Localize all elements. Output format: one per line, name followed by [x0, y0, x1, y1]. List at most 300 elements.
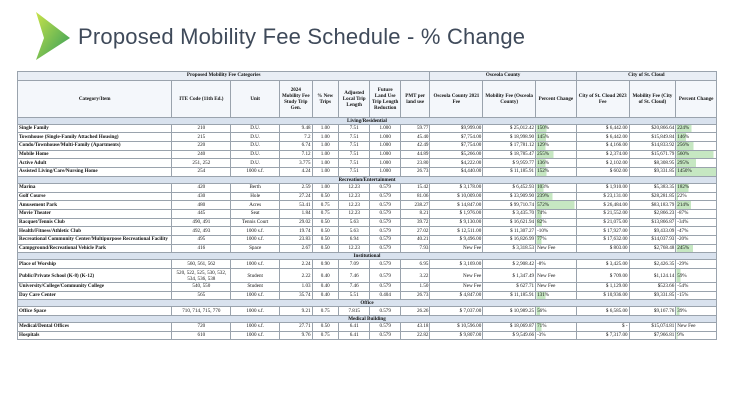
- table-cell: 59.77: [400, 124, 430, 133]
- table-cell: 5.51: [338, 291, 369, 300]
- table-cell: $ 1,347.49: [483, 269, 536, 283]
- table-cell: 82%: [536, 218, 577, 227]
- section-title: Office: [18, 300, 717, 307]
- table-cell: 35.74: [280, 291, 313, 300]
- table-cell: 0.50: [312, 192, 338, 201]
- table-cell: 238.27: [400, 201, 430, 210]
- table-cell: $ 6,452.93: [483, 183, 536, 192]
- table-cell: New Fee: [536, 244, 577, 253]
- table-cell: 3.775: [280, 159, 313, 168]
- table-cell: $ 16,621.94: [483, 218, 536, 227]
- table-cell: 7.09: [338, 260, 369, 269]
- table-cell: D.U.: [231, 159, 280, 168]
- table-row: [18, 331, 717, 340]
- table-cell: New Fee: [430, 269, 483, 283]
- table-cell: Berth: [231, 183, 280, 192]
- table-cell: 12.23: [338, 183, 369, 192]
- table-cell: 39.72: [400, 218, 430, 227]
- table-cell: $2,426.35: [629, 260, 676, 269]
- table-cell: New Fee: [536, 283, 577, 292]
- table-cell: New Fee: [536, 269, 577, 283]
- table-cell: 103%: [536, 183, 577, 192]
- table-cell: 19.74: [280, 227, 313, 236]
- table-cell: $ 2,102.00: [576, 159, 629, 168]
- column-header: Future Land Use Trip Length Reduction: [370, 80, 400, 117]
- table-cell: 610: [172, 331, 231, 340]
- table-cell: 0.579: [370, 183, 400, 192]
- table-cell: 43.18: [400, 323, 430, 332]
- column-header: Percent Change: [676, 80, 717, 117]
- fee-table-body: [18, 117, 717, 340]
- table-cell: $ 9,496.00: [430, 235, 483, 244]
- column-header: Mobility Fee (Osceola County): [483, 80, 536, 117]
- table-cell: $ 6,585.00: [576, 307, 629, 316]
- table-cell: 540, 550: [172, 283, 231, 292]
- table-cell: 0.579: [370, 235, 400, 244]
- table-cell: 0.90: [312, 260, 338, 269]
- table-cell: 12.23: [338, 209, 369, 218]
- table-cell: 254: [172, 168, 231, 177]
- table-cell: $7,754.00: [430, 133, 483, 142]
- category-cell: Assisted Living/Care/Nursing Home: [18, 168, 172, 177]
- table-cell: New Fee: [430, 244, 483, 253]
- category-cell: Mobile Home: [18, 150, 172, 159]
- category-cell: Place of Worship: [18, 260, 172, 269]
- table-cell: 9.48: [280, 124, 313, 133]
- table-cell: $ 17,927.00: [576, 227, 629, 236]
- table-cell: $ 21,552.00: [576, 209, 629, 218]
- table-cell: 445: [172, 209, 231, 218]
- table-cell: 0.404: [370, 291, 400, 300]
- table-cell: 416: [172, 244, 231, 253]
- table-cell: 39%: [676, 307, 717, 316]
- table-cell: $7,754.00: [430, 142, 483, 151]
- table-cell: 9.21: [280, 307, 313, 316]
- table-cell: $ 18,785.47: [483, 150, 536, 159]
- table-row: [18, 124, 717, 133]
- table-cell: Student: [231, 269, 280, 283]
- table-cell: $ 2,908.42: [483, 260, 536, 269]
- table-cell: 7.51: [338, 142, 369, 151]
- table-row: [18, 244, 717, 253]
- table-cell: $4,440.00: [430, 168, 483, 177]
- category-cell: Single Family: [18, 124, 172, 133]
- table-cell: 572%: [536, 201, 577, 210]
- table-row: [18, 307, 717, 316]
- table-cell: D.U.: [231, 124, 280, 133]
- category-cell: University/College/Community College: [18, 283, 172, 292]
- category-cell: Condo/Townhouse/Multi-Family (Apartments): [18, 142, 172, 151]
- column-header: City of St. Cloud 2023 Fee: [576, 80, 629, 117]
- column-header: 2024 Mobility Fee Study Trip Gen.: [280, 80, 313, 117]
- table-row: [18, 159, 717, 168]
- category-cell: Racquet/Tennis Club: [18, 218, 172, 227]
- table-cell: 71%: [536, 323, 577, 332]
- table-cell: 8.21: [400, 209, 430, 218]
- table-cell: 6.74: [280, 142, 313, 151]
- table-cell: 182%: [676, 183, 717, 192]
- table-cell: $1,124.14: [629, 269, 676, 283]
- category-cell: Health/Fitness/Athletic Club: [18, 227, 172, 236]
- table-cell: 0.579: [370, 323, 400, 332]
- table-cell: 480: [172, 201, 231, 210]
- table-cell: $ 10,009.00: [430, 192, 483, 201]
- table-cell: $9,999.00: [430, 124, 483, 133]
- table-cell: $ 10,936.00: [576, 291, 629, 300]
- table-cell: $15,074.81: [629, 323, 676, 332]
- section-header-row: [18, 316, 717, 323]
- table-row: [18, 209, 717, 218]
- table-cell: 0.75: [312, 307, 338, 316]
- table-cell: $ 11,185.91: [483, 291, 536, 300]
- table-cell: 150%: [536, 124, 577, 133]
- section-title: Institutional: [18, 253, 717, 260]
- table-cell: $9,331.85: [629, 168, 676, 177]
- section-header-row: [18, 300, 717, 307]
- table-cell: 7.51: [338, 124, 369, 133]
- category-cell: Amusement Park: [18, 201, 172, 210]
- table-cell: 7.2: [280, 133, 313, 142]
- table-row: [18, 269, 717, 283]
- column-header: Percent Change: [536, 80, 577, 117]
- table-cell: 56%: [536, 307, 577, 316]
- category-cell: Golf Course: [18, 192, 172, 201]
- table-cell: 59%: [676, 269, 717, 283]
- table-cell: $ 9,807.00: [430, 331, 483, 340]
- table-cell: 26.73: [400, 291, 430, 300]
- table-cell: 145%: [536, 133, 577, 142]
- table-cell: -20%: [676, 235, 717, 244]
- table-cell: 1.000: [370, 124, 400, 133]
- table-cell: $9,433.09: [629, 227, 676, 236]
- table-cell: 1.00: [312, 133, 338, 142]
- table-cell: 27.02: [400, 227, 430, 236]
- table-row: [18, 168, 717, 177]
- table-cell: 215: [172, 133, 231, 142]
- header-osceola: Osceola County: [430, 72, 576, 81]
- table-cell: 7.93: [400, 244, 430, 253]
- table-cell: 1.00: [312, 183, 338, 192]
- table-cell: $ 803.00: [576, 244, 629, 253]
- table-cell: 520, 522, 525, 530, 532, 534, 536, 538: [172, 269, 231, 283]
- table-cell: 2.22: [280, 269, 313, 283]
- table-cell: 5.63: [338, 218, 369, 227]
- table-cell: $ 99,710.74: [483, 201, 536, 210]
- table-cell: 0.579: [370, 192, 400, 201]
- table-cell: $ 3,169.00: [430, 260, 483, 269]
- table-cell: 430: [172, 192, 231, 201]
- table-cell: D.U.: [231, 150, 280, 159]
- table-cell: $14,037.93: [629, 235, 676, 244]
- table-cell: $ 3,425.00: [576, 260, 629, 269]
- table-cell: 9%: [676, 331, 717, 340]
- category-cell: Hospitals: [18, 331, 172, 340]
- table-cell: 495: [172, 235, 231, 244]
- table-cell: $ 9,959.77: [483, 159, 536, 168]
- table-cell: 23.83: [280, 235, 313, 244]
- table-cell: 12.23: [338, 244, 369, 253]
- table-cell: 220: [172, 142, 231, 151]
- table-cell: 7.12: [280, 150, 313, 159]
- column-header: % New Trips: [312, 80, 338, 117]
- table-cell: 0.75: [312, 209, 338, 218]
- header-stcloud: City of St. Cloud: [576, 72, 716, 81]
- table-cell: 1.00: [312, 168, 338, 177]
- table-cell: 7.46: [338, 283, 369, 292]
- table-cell: -10%: [536, 227, 577, 236]
- table-cell: $ 4,166.00: [576, 142, 629, 151]
- table-cell: 210: [172, 124, 231, 133]
- column-header: Osceola County 2021 Fee: [430, 80, 483, 117]
- table-cell: 1.84: [280, 209, 313, 218]
- table-cell: 1.00: [312, 159, 338, 168]
- table-cell: $ 7,037.00: [430, 307, 483, 316]
- table-cell: 1.00: [312, 142, 338, 151]
- table-cell: 1000 s.f.: [231, 323, 280, 332]
- table-cell: -15%: [676, 291, 717, 300]
- table-cell: 7.46: [338, 269, 369, 283]
- table-cell: 15.42: [400, 183, 430, 192]
- table-cell: 77%: [536, 235, 577, 244]
- table-cell: $ 17,632.00: [576, 235, 629, 244]
- table-cell: -8%: [536, 260, 577, 269]
- table-cell: 131%: [536, 291, 577, 300]
- table-cell: 81.06: [400, 192, 430, 201]
- section-title: Living/Residential: [18, 117, 717, 124]
- table-cell: 1000 s.f.: [231, 260, 280, 269]
- table-cell: 1.50: [400, 283, 430, 292]
- table-cell: 3.22: [400, 269, 430, 283]
- table-cell: 0.579: [370, 227, 400, 236]
- table-cell: $ 26,484.00: [576, 201, 629, 210]
- table-cell: $ 10,596.00: [430, 323, 483, 332]
- table-cell: $523.66: [629, 283, 676, 292]
- category-cell: Recreational Community Center/Multipurpose Recreational Facility: [18, 235, 172, 244]
- table-row: [18, 291, 717, 300]
- table-cell: 40.21: [400, 235, 430, 244]
- table-cell: 9.76: [280, 331, 313, 340]
- table-cell: 0.50: [312, 218, 338, 227]
- table-cell: 255%: [536, 150, 577, 159]
- table-cell: $ 9,549.66: [483, 331, 536, 340]
- table-cell: 2.24: [280, 260, 313, 269]
- table-cell: $8,308.95: [629, 159, 676, 168]
- table-cell: 0.75: [312, 201, 338, 210]
- section-header-row: [18, 117, 717, 124]
- table-row: [18, 283, 717, 292]
- table-cell: $ 25,012.42: [483, 124, 536, 133]
- table-cell: 6.41: [338, 323, 369, 332]
- table-cell: 0.579: [370, 283, 400, 292]
- table-cell: $2,866.23: [629, 209, 676, 218]
- table-cell: $13,866.87: [629, 218, 676, 227]
- table-cell: 720: [172, 323, 231, 332]
- table-cell: 152%: [536, 168, 577, 177]
- table-cell: $ 2,374.00: [576, 150, 629, 159]
- table-cell: 710, 714, 715, 770: [172, 307, 231, 316]
- table-cell: $ 11,185.91: [483, 168, 536, 177]
- table-cell: 420: [172, 183, 231, 192]
- table-row: [18, 227, 717, 236]
- table-cell: 0.579: [370, 269, 400, 283]
- table-cell: $9,331.85: [629, 291, 676, 300]
- table-cell: $15,849.84: [629, 133, 676, 142]
- table-cell: 1.000: [370, 168, 400, 177]
- table-cell: $2,768.48: [629, 244, 676, 253]
- table-cell: 12.23: [338, 201, 369, 210]
- table-cell: 565: [172, 291, 231, 300]
- table-cell: Tennis Court: [231, 218, 280, 227]
- table-cell: $ 23,131.00: [576, 192, 629, 201]
- table-cell: $7,966.81: [629, 331, 676, 340]
- table-cell: $ 4,847.00: [430, 291, 483, 300]
- table-row: [18, 133, 717, 142]
- table-cell: 0.579: [370, 260, 400, 269]
- table-cell: 29.02: [280, 218, 313, 227]
- table-cell: 2.67: [280, 244, 313, 253]
- table-cell: $83,183.79: [629, 201, 676, 210]
- table-cell: 146%: [676, 133, 717, 142]
- table-cell: 214%: [676, 201, 717, 210]
- table-cell: 129%: [536, 142, 577, 151]
- table-cell: $ 6,442.00: [576, 133, 629, 142]
- table-cell: 6.41: [338, 331, 369, 340]
- table-cell: 240: [172, 150, 231, 159]
- table-cell: 7.51: [338, 159, 369, 168]
- table-cell: 4.24: [280, 168, 313, 177]
- table-cell: -47%: [676, 227, 717, 236]
- column-header: ITE Code (11th Ed.): [172, 80, 231, 117]
- table-cell: 1450%: [676, 168, 717, 177]
- table-cell: 27.24: [280, 192, 313, 201]
- table-cell: 45.40: [400, 133, 430, 142]
- column-header: Unit: [231, 80, 280, 117]
- table-cell: 6.95: [400, 260, 430, 269]
- table-cell: 0.50: [312, 227, 338, 236]
- table-cell: 490, 491: [172, 218, 231, 227]
- table-cell: $ 6,442.00: [576, 124, 629, 133]
- table-cell: -3%: [536, 331, 577, 340]
- table-cell: 1.03: [280, 283, 313, 292]
- table-cell: $ 1,910.00: [576, 183, 629, 192]
- table-cell: 1.000: [370, 133, 400, 142]
- table-cell: $20,866.64: [629, 124, 676, 133]
- table-cell: $ 709.00: [576, 269, 629, 283]
- table-cell: 22%: [676, 192, 717, 201]
- table-cell: $ 14,847.00: [430, 201, 483, 210]
- column-header: Adjusted Local Trip Length: [338, 80, 369, 117]
- table-cell: 42.49: [400, 142, 430, 151]
- table-row: [18, 192, 717, 201]
- table-cell: $5,383.35: [629, 183, 676, 192]
- table-row: [18, 323, 717, 332]
- table-cell: $28,281.85: [629, 192, 676, 201]
- table-cell: $ 17,781.12: [483, 142, 536, 151]
- table-cell: 295%: [676, 159, 717, 168]
- table-cell: 1.000: [370, 150, 400, 159]
- table-cell: $4,222.00: [430, 159, 483, 168]
- table-cell: 1000 s.f.: [231, 331, 280, 340]
- table-cell: 1.00: [312, 150, 338, 159]
- table-cell: $ 18,069.87: [483, 323, 536, 332]
- column-header: Mobility Fee (City of St. Cloud): [629, 80, 676, 117]
- table-cell: $ 3,435.70: [483, 209, 536, 218]
- table-cell: $ 3,318.53: [483, 244, 536, 253]
- table-cell: $ 12,511.00: [430, 227, 483, 236]
- table-cell: 0.50: [312, 323, 338, 332]
- table-cell: 12.23: [338, 192, 369, 201]
- table-cell: -54%: [676, 283, 717, 292]
- category-cell: Public/Private School (K-8) (K-12): [18, 269, 172, 283]
- table-cell: 0.579: [370, 218, 400, 227]
- table-cell: $ 11,307.27: [483, 227, 536, 236]
- table-cell: 239%: [536, 192, 577, 201]
- table-cell: 0.579: [370, 244, 400, 253]
- table-cell: Student: [231, 283, 280, 292]
- table-cell: $ 18,998.90: [483, 133, 536, 142]
- table-cell: 1000 s.f.: [231, 227, 280, 236]
- table-cell: 0.579: [370, 201, 400, 210]
- table-cell: 2.59: [280, 183, 313, 192]
- table-cell: 0.579: [370, 209, 400, 218]
- table-cell: $ 10,989.25: [483, 307, 536, 316]
- table-cell: 1.000: [370, 142, 400, 151]
- category-cell: Active Adult: [18, 159, 172, 168]
- category-cell: Office Space: [18, 307, 172, 316]
- header-top: Proposed Mobility Fee Categories: [18, 72, 430, 81]
- table-cell: Seat: [231, 209, 280, 218]
- table-cell: 74%: [536, 209, 577, 218]
- category-cell: Movie Theater: [18, 209, 172, 218]
- table-cell: $ 33,909.90: [483, 192, 536, 201]
- table-cell: $14,833.92: [629, 142, 676, 151]
- table-cell: 0.579: [370, 331, 400, 340]
- table-cell: 0.75: [312, 331, 338, 340]
- table-cell: 6.94: [338, 235, 369, 244]
- table-cell: $15,671.79: [629, 150, 676, 159]
- table-cell: $5,266.00: [430, 150, 483, 159]
- table-cell: Acres: [231, 201, 280, 210]
- table-cell: 1000 s.f.: [231, 235, 280, 244]
- table-cell: $ 602.00: [576, 168, 629, 177]
- table-cell: 53.41: [280, 201, 313, 210]
- table-cell: 492, 493: [172, 227, 231, 236]
- category-cell: Day Care Center: [18, 291, 172, 300]
- section-title: Medical Building: [18, 316, 717, 323]
- table-cell: 0.50: [312, 244, 338, 253]
- table-cell: 1000 s.f.: [231, 291, 280, 300]
- table-cell: 26.26: [400, 307, 430, 316]
- table-row: [18, 201, 717, 210]
- table-cell: 136%: [536, 159, 577, 168]
- table-cell: 1000 s.f.: [231, 307, 280, 316]
- fee-table-container: [17, 71, 717, 413]
- table-cell: 22.82: [400, 331, 430, 340]
- table-cell: D.U.: [231, 142, 280, 151]
- table-cell: -29%: [676, 260, 717, 269]
- category-cell: Campground/Recreational Vehicle Park: [18, 244, 172, 253]
- table-cell: 256%: [676, 142, 717, 151]
- table-cell: 7.51: [338, 168, 369, 177]
- column-header: PMT per land use: [400, 80, 430, 117]
- table-cell: $ 7,317.00: [576, 331, 629, 340]
- table-cell: $ 16,826.99: [483, 235, 536, 244]
- table-cell: $ 1,976.00: [430, 209, 483, 218]
- table-cell: 44.89: [400, 150, 430, 159]
- table-cell: Space: [231, 244, 280, 253]
- table-cell: 27.71: [280, 323, 313, 332]
- table-cell: $ 1,129.00: [576, 283, 629, 292]
